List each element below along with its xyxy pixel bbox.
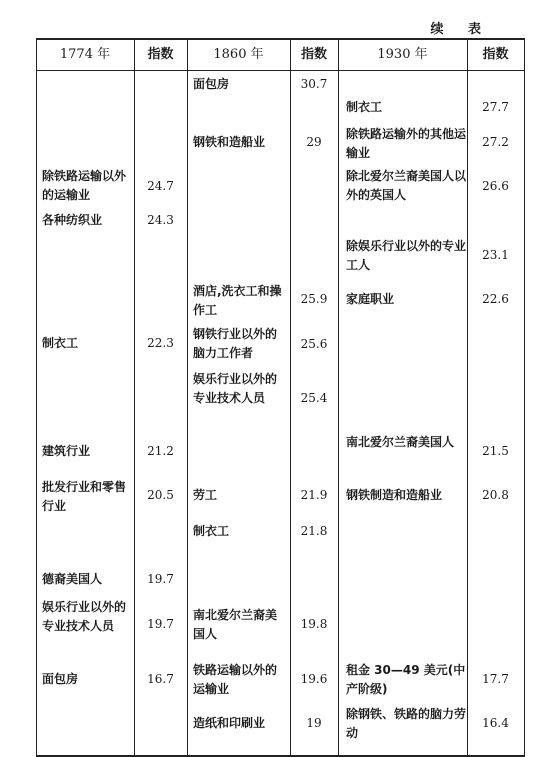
entry-1930-index: 26.6 (482, 179, 509, 193)
entry-1860-index: 29 (306, 135, 322, 149)
entry-1860-name: 造纸和印刷业 (193, 716, 266, 730)
entry-1774-name: 各种纺织业 (42, 213, 103, 227)
entry-1930-name: 除铁路运输外的其他运输业 (346, 127, 467, 160)
header-index-1860: 指数 (300, 47, 327, 62)
column-divider (134, 38, 135, 755)
entry-1930-name: 除娱乐行业以外的专业工人 (346, 239, 467, 272)
entry-1774-index: 16.7 (147, 672, 174, 686)
entry-1860-name: 娱乐行业以外的专业技术人员 (193, 372, 278, 405)
entry-1860-index: 25.9 (300, 292, 328, 306)
entry-1774-index: 24.7 (147, 179, 174, 193)
entry-1860-name: 铁路运输以外的运输业 (193, 663, 278, 696)
entry-1860-index: 19.6 (300, 672, 328, 686)
entry-1774-name: 建筑行业 (42, 444, 91, 458)
entry-1860-index: 30.7 (300, 77, 328, 91)
column-divider (338, 38, 339, 755)
entry-1930-name: 租金 30—49 美元(中产阶级) (346, 663, 466, 696)
entry-1860-name: 钢铁行业以外的脑力工作者 (193, 327, 278, 360)
entry-1930-name: 钢铁制造和造船业 (346, 488, 443, 502)
entry-1860-index: 25.4 (300, 391, 328, 405)
table-border-left (36, 38, 37, 755)
entry-1860-index: 21.9 (300, 488, 328, 502)
header-1930: 1930 年 (377, 47, 428, 62)
entry-1774-index: 24.3 (147, 213, 174, 227)
entry-1774-index: 20.5 (147, 488, 174, 502)
entry-1774-name: 面包房 (42, 672, 79, 686)
entry-1930-index: 27.2 (482, 135, 509, 149)
header-1860: 1860 年 (213, 47, 264, 62)
entry-1774-index: 19.7 (147, 617, 174, 631)
entry-1860-name: 南北爱尔兰裔美国人 (193, 608, 278, 641)
entry-1930-index: 21.5 (482, 444, 509, 458)
entry-1860-index: 25.6 (300, 337, 328, 351)
header-divider (36, 70, 525, 71)
entry-1860-name: 制衣工 (193, 524, 230, 538)
entry-1860-name: 劳工 (193, 488, 218, 502)
continued-label: 续 表 (430, 22, 491, 37)
entry-1860-name: 酒店,洗衣工和操作工 (193, 284, 282, 317)
column-divider (187, 38, 188, 755)
header-index-1774: 指数 (147, 47, 174, 62)
table-border-right (524, 38, 525, 755)
entry-1774-index: 22.3 (147, 336, 174, 350)
entry-1930-index: 23.1 (482, 248, 509, 262)
entry-1774-name: 德裔美国人 (42, 572, 103, 586)
entry-1774-name: 除铁路运输以外的运输业 (42, 169, 127, 202)
entry-1930-index: 22.6 (482, 292, 509, 306)
entry-1930-name: 除北爱尔兰裔美国人以外的英国人 (346, 169, 467, 202)
entry-1930-name: 家庭职业 (346, 292, 395, 306)
entry-1860-name: 面包房 (193, 77, 230, 91)
entry-1930-name: 南北爱尔兰裔美国人 (346, 435, 455, 449)
entry-1930-index: 16.4 (482, 716, 509, 730)
entry-1930-index: 20.8 (482, 488, 509, 502)
header-1774: 1774 年 (59, 47, 111, 62)
entry-1860-index: 19.8 (300, 617, 328, 631)
entry-1860-index: 21.8 (300, 524, 328, 538)
entry-1774-name: 制衣工 (42, 336, 79, 350)
entry-1774-index: 19.7 (147, 572, 174, 586)
header-index-1930: 指数 (482, 47, 509, 62)
entry-1930-name: 制衣工 (346, 100, 383, 114)
entry-1930-name: 除钢铁、铁路的脑力劳动 (346, 707, 467, 740)
entry-1774-name: 娱乐行业以外的专业技术人员 (42, 600, 127, 633)
entry-1860-name: 钢铁和造船业 (193, 135, 266, 149)
entry-1930-index: 17.7 (482, 672, 509, 686)
entry-1930-index: 27.7 (482, 100, 509, 114)
entry-1860-index: 19 (306, 716, 322, 730)
entry-1774-index: 21.2 (147, 444, 174, 458)
entry-1774-name: 批发行业和零售行业 (42, 480, 127, 513)
